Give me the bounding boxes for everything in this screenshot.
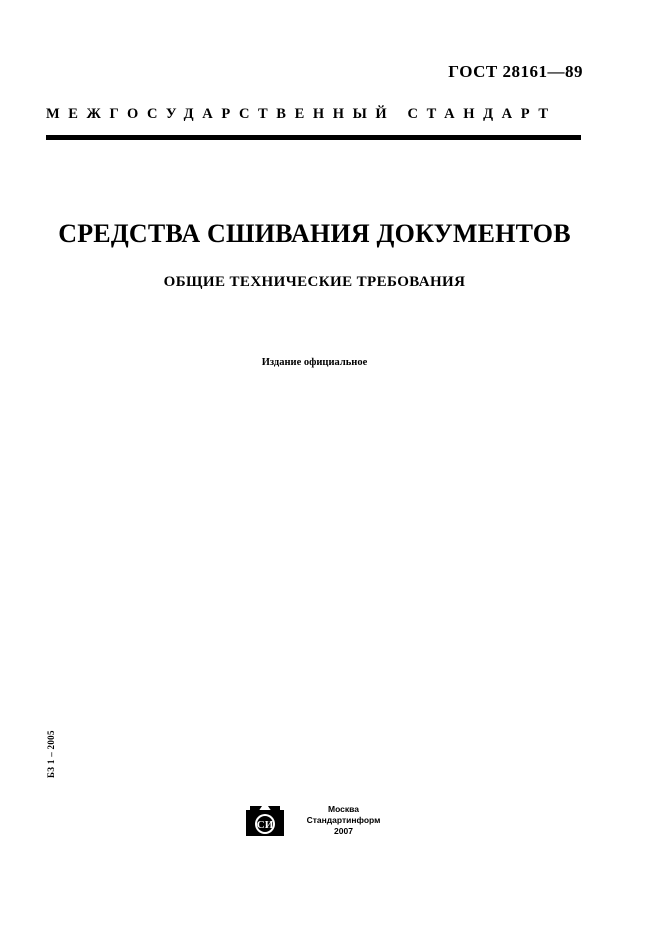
- publisher-city: Москва: [328, 804, 359, 814]
- header-rule: [46, 135, 581, 140]
- standard-type-heading: МЕЖГОСУДАРСТВЕННЫЙ СТАНДАРТ: [46, 106, 557, 122]
- logo-text: СИ: [256, 819, 274, 831]
- document-title: СРЕДСТВА СШИВАНИЯ ДОКУМЕНТОВ: [58, 219, 571, 248]
- publisher-name: Стандартинформ: [306, 815, 381, 825]
- side-code: БЗ 1 – 2005: [46, 730, 56, 778]
- standartinform-logo-icon: [246, 806, 284, 836]
- publisher-block: [296, 804, 391, 837]
- document-subtitle: ОБЩИЕ ТЕХНИЧЕСКИЕ ТРЕБОВАНИЯ: [163, 274, 466, 290]
- publisher-year: 2007: [334, 826, 353, 836]
- gost-number: ГОСТ 28161—89: [448, 62, 583, 81]
- edition-label: Издание официальное: [261, 357, 368, 368]
